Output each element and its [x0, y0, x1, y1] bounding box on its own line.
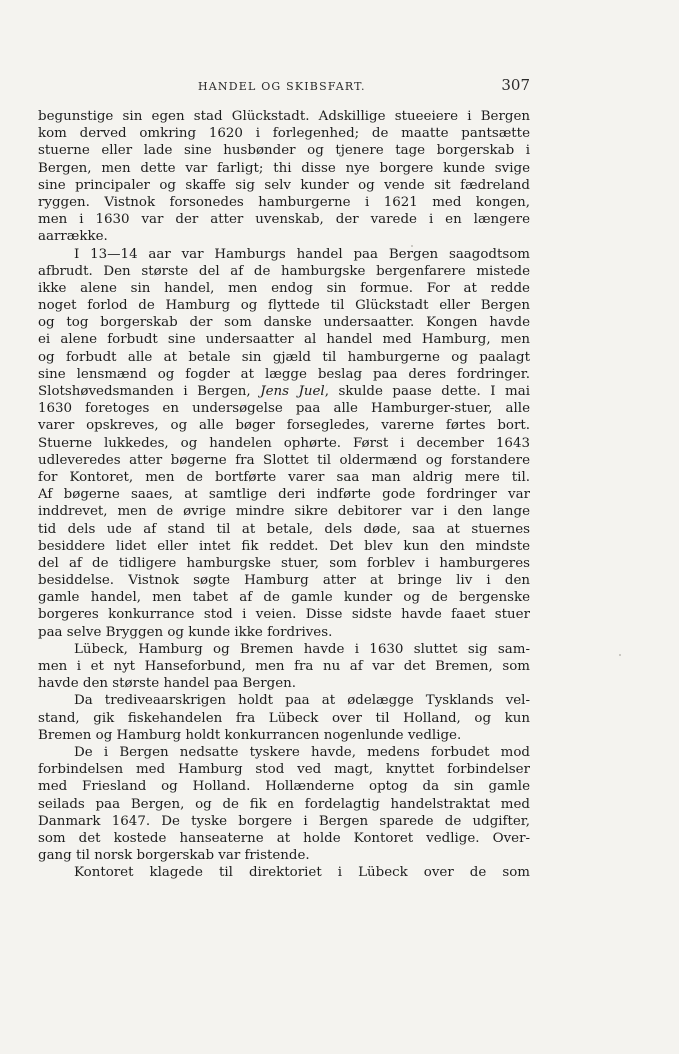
body-text: [38, 108, 530, 881]
italic-name: Jens Juel: [260, 384, 325, 399]
text-line: I 13—14 aar var Hamburgs handel paa Bergen saagodtsom: [74, 246, 530, 262]
text-line: varer opskreves, og alle bøger forsegledes, varerne førtes bort.: [38, 418, 530, 434]
text-line: havde den største handel paa Bergen.: [38, 676, 297, 692]
text-line: som det kostede hanseaterne at holde Kontoret vedlige. Over-: [38, 830, 530, 846]
text-line: Slotshøvedsmanden i Bergen, Jens Juel, skulde paase dette. I mai: [38, 384, 530, 399]
text-line: besiddelse. Vistnok søgte Hamburg atter at bringe liv i den: [38, 573, 530, 589]
text-line: Af bøgerne saaes, at samtlige deri indførte gode fordringer var: [38, 487, 530, 503]
text-line: gamle handel, men tabet af de gamle kunder og de bergenske: [38, 590, 530, 606]
text-line: gang til norsk borgerskab var fristende.: [38, 848, 310, 864]
text-line: udleveredes atter bøgerne fra Slottet til oldermænd og forstandere: [38, 452, 530, 468]
text-line: Danmark 1647. De tyske borgere i Bergen sparede de udgifter,: [38, 813, 530, 829]
text-line: noget forlod de Hamburg og flyttede til Glückstadt eller Bergen: [38, 298, 530, 314]
text-line: Stuerne lukkedes, og handelen ophørte. Først i december 1643: [38, 435, 530, 451]
text-line: besiddere lidet eller intet fik reddet. Det blev kun den mindste: [38, 538, 530, 554]
page-number: 307: [501, 76, 530, 94]
text-line: Lübeck, Hamburg og Bremen havde i 1630 sluttet sig sam-: [74, 641, 530, 657]
text-line: De i Bergen nedsatte tyskere havde, medens forbudet mod: [74, 744, 530, 760]
text-line: paa selve Bryggen og kunde ikke fordrives.: [38, 624, 333, 640]
paper-speck: [619, 654, 621, 656]
text-line: borgeres konkurrance stod i veien. Disse sidste havde faaet stuer: [38, 607, 530, 623]
text-line: sine principaler og skaffe sig selv kunder og vende sit fædreland: [38, 177, 530, 193]
text-line: Bergen, men dette var farligt; thi disse nye borgere kunde svige: [38, 160, 530, 176]
text-line: men i et nyt Hanseforbund, men fra nu af var det Bremen, som: [38, 659, 530, 674]
text-line: 1630 foretoges en undersøgelse paa alle Hamburger-stuer, alle: [38, 401, 530, 417]
text-line: stand, gik fiskehandelen fra Lübeck over til Holland, og kun: [38, 710, 530, 726]
text-line: del af de tidligere hamburgske stuer, som forblev i hamburgeres: [38, 555, 530, 571]
text-line: ryggen. Vistnok forsonedes hamburgerne i 1621 med kongen,: [38, 194, 530, 210]
text-line: inddrevet, men de øvrige mindre sikre debitorer var i den lange: [38, 504, 530, 520]
text-line: men i 1630 var der atter uvenskab, der varede i en længere: [38, 212, 530, 228]
text-line: tid dels ude af stand til at betale, dels døde, saa at stuernes: [38, 521, 530, 537]
text-line: stuerne eller lade sine husbønder og tjenere tage borgerskab i: [38, 143, 530, 159]
running-head: [38, 76, 530, 96]
text-line: kom derved omkring 1620 i forlegenhed; de maatte pantsætte: [38, 126, 530, 142]
text-line: og tog borgerskab der som danske undersaatter. Kongen havde: [38, 315, 530, 331]
running-title: HANDEL OG SKIBSFART.: [198, 80, 366, 93]
text-line: afbrudt. Den største del af de hamburgske bergenfarere mistede: [38, 263, 530, 279]
text-line: Bremen og Hamburg holdt konkurrancen nogenlunde vedlige.: [38, 727, 462, 743]
text-line: sine lensmænd og fogder at lægge beslag paa deres fordringer.: [38, 366, 530, 382]
text-line: Kontoret klagede til direktoriet i Lübeck over de som: [74, 865, 530, 881]
text-line: for Kontoret, men de bortførte varer saa man aldrig mere til.: [38, 469, 530, 485]
text-line: ikke alene sin handel, men endog sin formue. For at redde: [38, 280, 530, 296]
text-line: med Friesland og Holland. Hollænderne optog da sin gamle: [38, 779, 530, 795]
text-line: ei alene forbudt sine undersaatter al handel med Hamburg, men: [38, 332, 530, 348]
text-line: seilads paa Bergen, og de fik en fordelagtig handelstraktat med: [38, 796, 530, 812]
text-line: forbindelsen med Hamburg stod ved magt, knyttet forbindelser: [38, 762, 530, 778]
text-line: aarrække.: [38, 229, 108, 245]
text-line: Da trediveaarskrigen holdt paa at ødelægge Tysklands vel-: [74, 693, 530, 709]
text-line: begunstige sin egen stad Glückstadt. Adskillige stueeiere i Bergen: [38, 109, 530, 124]
text-line: og forbudt alle at betale sin gjæld til hamburgerne og paalagt: [38, 349, 530, 365]
paper-speck: [411, 245, 413, 247]
